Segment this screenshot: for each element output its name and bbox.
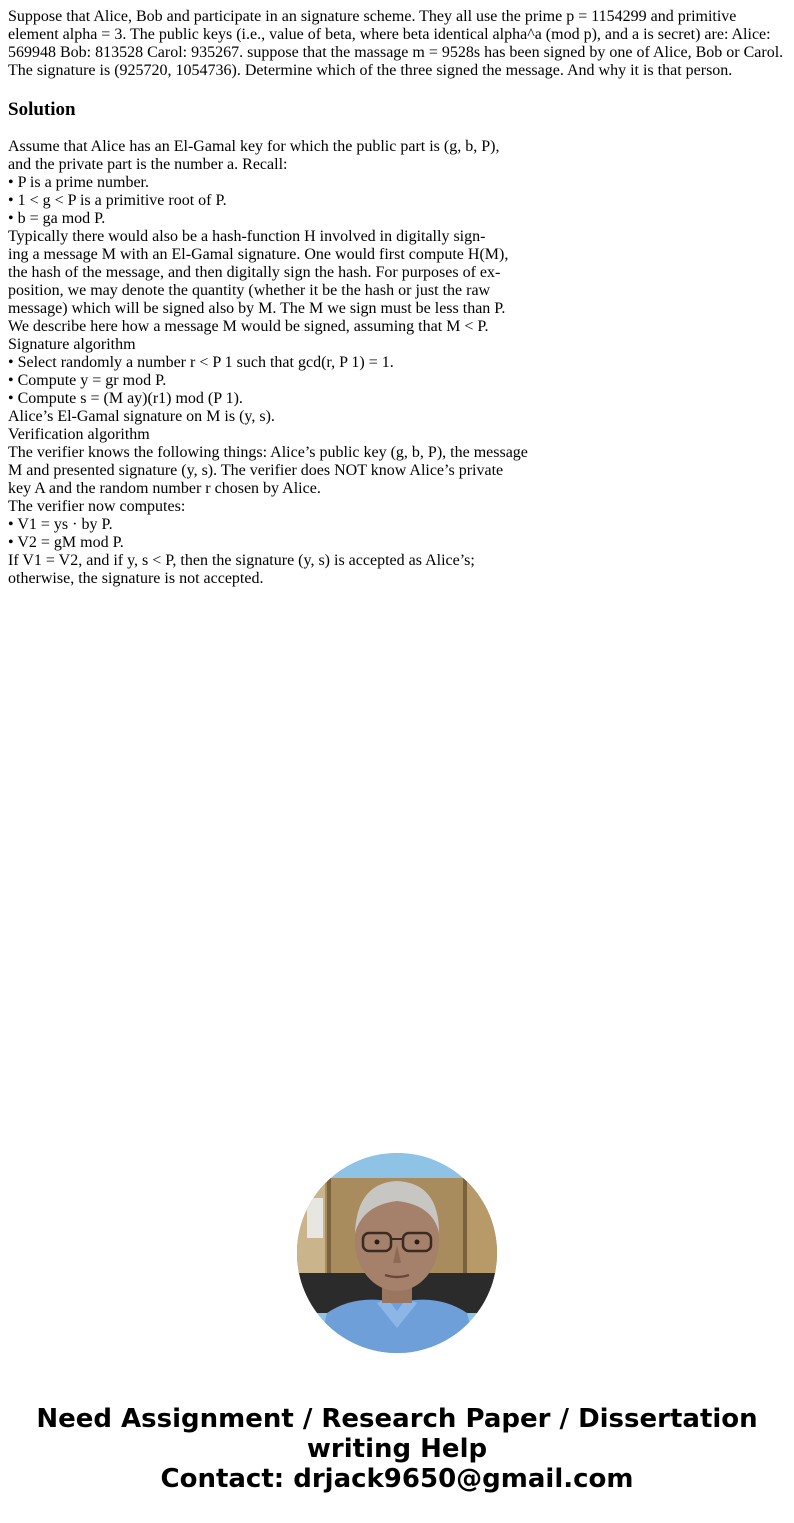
solution-line: • Compute y = gr mod P. bbox=[8, 372, 167, 389]
solution-line: the hash of the message, and then digitally sign the hash. For purposes of ex- bbox=[8, 264, 501, 281]
solution-line: otherwise, the signature is not accepted. bbox=[8, 570, 264, 587]
promo-banner bbox=[0, 1404, 794, 1494]
solution-line: • V1 = ys · by P. bbox=[8, 516, 113, 533]
solution-line: key A and the random number r chosen by Alice. bbox=[8, 480, 321, 497]
person-photo-icon bbox=[297, 1153, 497, 1353]
solution-line: • V2 = gM mod P. bbox=[8, 534, 124, 551]
solution-line: • Compute s = (M ay)(r1) mod (P 1). bbox=[8, 390, 243, 407]
solution-line: • Select randomly a number r < P 1 such that gcd(r, P 1) = 1. bbox=[8, 354, 394, 371]
solution-line: M and presented signature (y, s). The verifier does NOT know Alice’s private bbox=[8, 462, 504, 479]
promo-line-1: Need Assignment / Research Paper / Dissertation bbox=[36, 1404, 758, 1434]
promo-line-2: writing Help bbox=[306, 1434, 488, 1464]
solution-body bbox=[8, 138, 788, 588]
solution-line: • P is a prime number. bbox=[8, 174, 149, 191]
solution-line: message) which will be signed also by M. The M we sign must be less than P. bbox=[8, 300, 506, 317]
question-text: Suppose that Alice, Bob and participate in an signature scheme. They all use the prime p = 1154299 and primitive element alpha = 3. The public keys (i.e., value of beta, where beta identical alpha^a (mod p), and a is secret) are: Alice: 569948 Bob: 813528 Carol: 935267. suppose that the massage m = 9528s has been signed by one of Alice, Bob or Carol. The signature is (925720, 1054736). Determine which of the three signed the message. And why it is that person. bbox=[8, 8, 784, 79]
solution-line: • b = ga mod P. bbox=[8, 210, 106, 227]
solution-line: • 1 < g < P is a primitive root of P. bbox=[8, 192, 227, 209]
verification-algorithm-heading: Verification algorithm bbox=[8, 426, 150, 443]
solution-line: Alice’s El-Gamal signature on M is (y, s). bbox=[8, 408, 275, 425]
solution-line: The verifier knows the following things: Alice’s public key (g, b, P), the message bbox=[8, 444, 528, 461]
solution-line: and the private part is the number a. Recall: bbox=[8, 156, 288, 173]
solution-line: Assume that Alice has an El-Gamal key for which the public part is (g, b, P), bbox=[8, 138, 500, 155]
signature-algorithm-heading: Signature algorithm bbox=[8, 336, 136, 353]
solution-line: Typically there would also be a hash-function H involved in digitally sign- bbox=[8, 228, 486, 245]
solution-line: If V1 = V2, and if y, s < P, then the signature (y, s) is accepted as Alice’s; bbox=[8, 552, 475, 569]
avatar bbox=[297, 1153, 497, 1353]
solution-line: We describe here how a message M would be signed, assuming that M < P. bbox=[8, 318, 489, 335]
solution-heading: Solution bbox=[8, 99, 76, 120]
solution-line: The verifier now computes: bbox=[8, 498, 186, 515]
solution-line: position, we may denote the quantity (whether it be the hash or just the raw bbox=[8, 282, 491, 299]
promo-contact: Contact: drjack9650@gmail.com bbox=[160, 1464, 634, 1494]
solution-line: ing a message M with an El-Gamal signature. One would first compute H(M), bbox=[8, 246, 509, 263]
